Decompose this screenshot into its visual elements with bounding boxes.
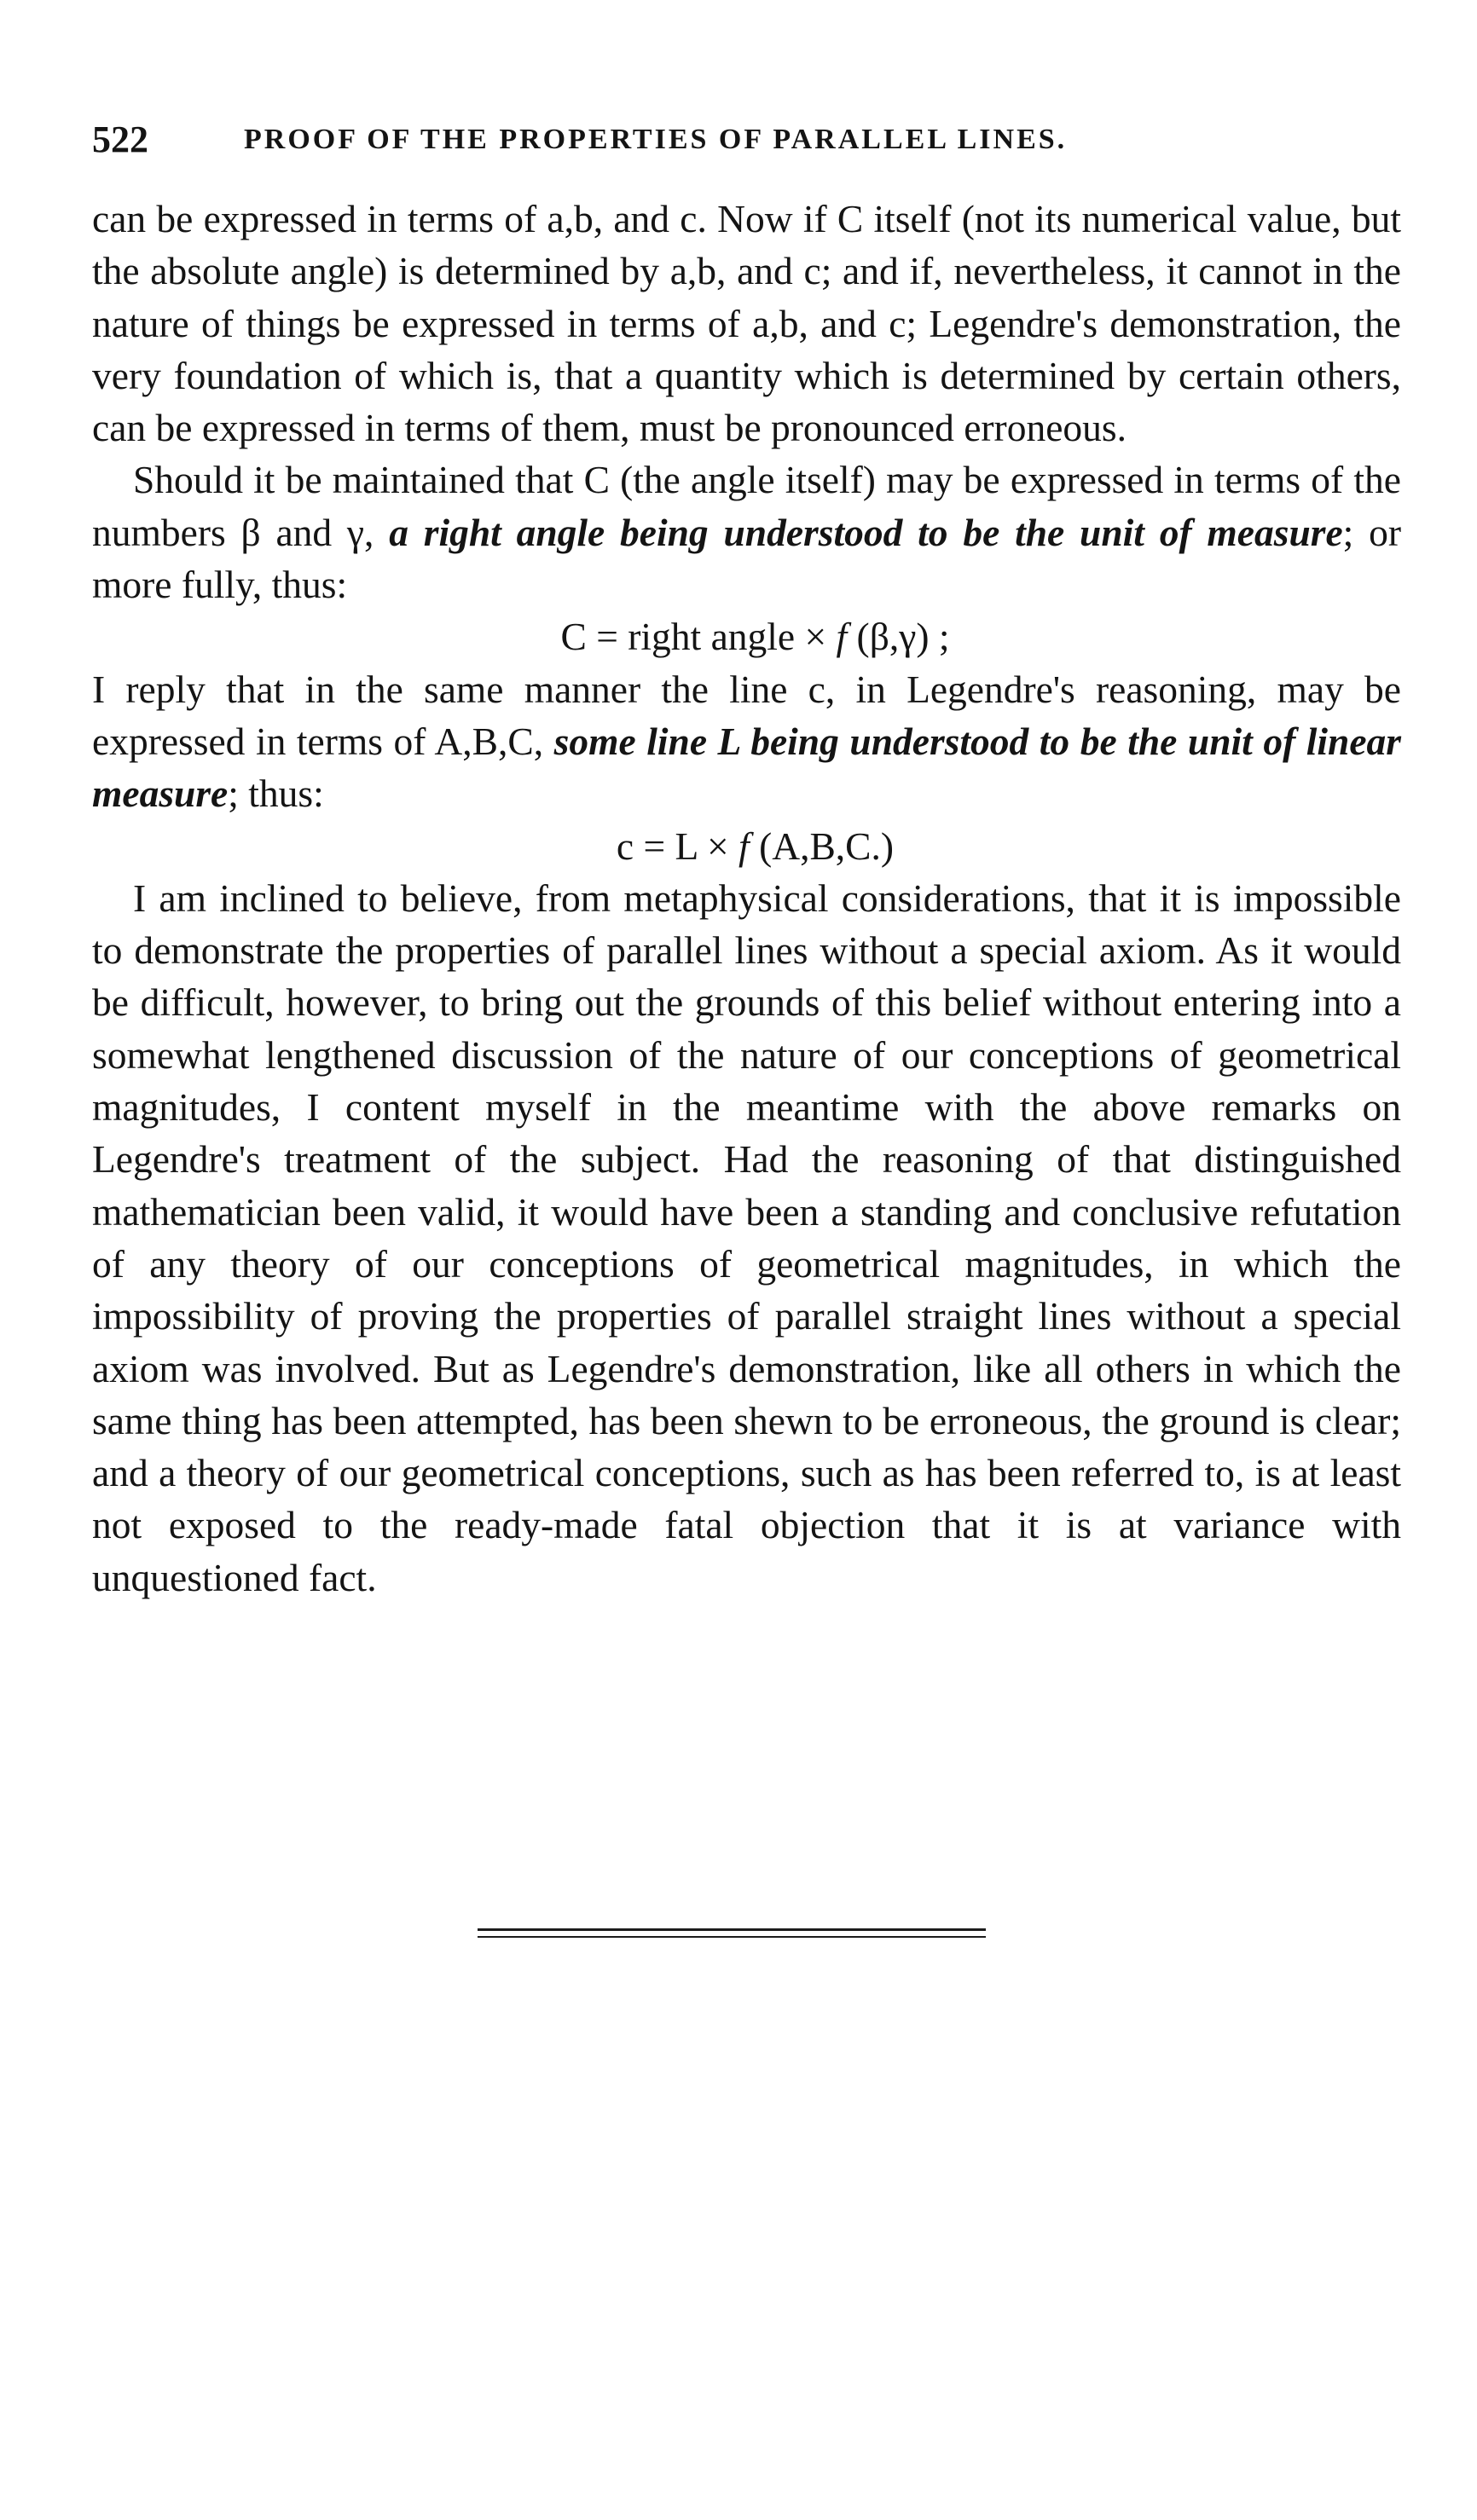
paragraph-objection — [92, 454, 1401, 610]
page-number: 522 — [92, 118, 148, 160]
running-title: PROOF OF THE PROPERTIES OF PARALLEL LINES. — [244, 124, 1068, 155]
emphasis-right-angle-unit: a right angle being understood to be the unit of measure — [389, 510, 1343, 554]
formula-line-fn: f — [738, 824, 750, 868]
book-page — [92, 109, 1401, 1604]
paragraph-reply-text: I reply that in the same manner the line c, in Legendre's reasoning, may be expressed in terms of A,B,C, — [92, 667, 1401, 763]
running-head — [92, 109, 1401, 171]
paragraph-objection-text: Should it be maintained that C (the angle itself) may be expressed in terms of the numbers β and γ, — [92, 458, 1401, 554]
paragraph-objection-tail: ; or more fully, thus: — [92, 510, 1401, 607]
formula-angle-args: (β,γ) ; — [847, 615, 950, 659]
paragraph-reply — [92, 663, 1401, 820]
section-end-rule — [478, 1928, 986, 1943]
formula-angle-lhs: C = right angle × — [560, 615, 837, 659]
paragraph-reply-tail: ; thus: — [228, 772, 324, 816]
double-rule-bottom — [478, 1936, 986, 1938]
paragraph-continuation: can be expressed in terms of a,b, and c. Now if C itself (not its numerical value, but the absolute angle) is determined by a,b, and c; and if, nevertheless, it cannot in the nature of things be expressed in terms of a,b, and c; Legendre's demonstration, the very foundation of which is, that a quantity which is determined by certain others, can be expressed in terms of them, must be pronounced erroneous. — [92, 197, 1401, 450]
body-text — [92, 193, 1401, 1604]
formula-line-args: (A,B,C.) — [749, 824, 895, 868]
formula-line-lhs: c = L × — [616, 824, 739, 868]
formula-angle — [92, 610, 1401, 662]
emphasis-linear-unit: some line L being understood to be the unit of linear measure — [92, 719, 1401, 816]
formula-line — [92, 820, 1401, 872]
formula-angle-fn: f — [836, 615, 848, 659]
double-rule-top — [478, 1928, 986, 1931]
paragraph-conclusion: I am inclined to believe, from metaphysical considerations, that it is impossible to demonstrate the properties of parallel lines without a special axiom. As it would be difficult, however, to bring out the grounds of this belief without entering into a somewhat lengthened discussion of the nature of our conceptions of geometrical magnitudes, I content myself in the meantime with the above remarks on Legendre's treatment of the subject. Had the reasoning of that distinguished mathematician been valid, it would have been a standing and conclusive refutation of any theory of our conceptions of geometrical magnitudes, in which the impossibility of proving the properties of parallel straight lines without a special axiom was involved. But as Legendre's demonstration, like all others in which the same thing has been attempted, has been shewn to be erroneous, the ground is clear; and a theory of our geometrical conceptions, such as has been referred to, is at least not exposed to the ready-made fatal objection that it is at variance with unquestioned fact. — [92, 876, 1401, 1599]
